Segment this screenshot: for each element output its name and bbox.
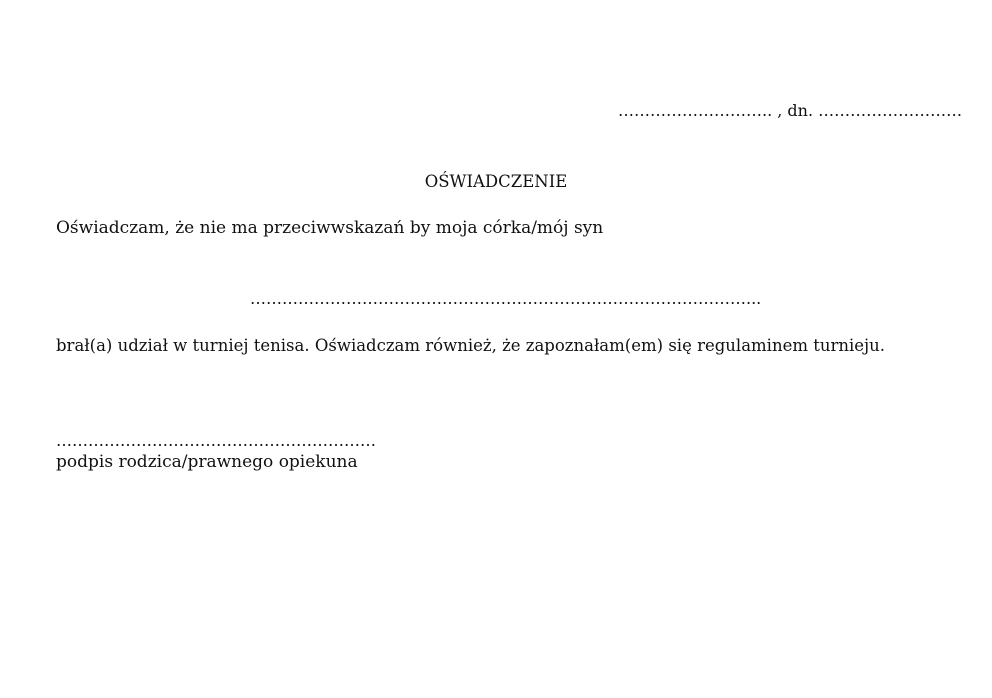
participation-text: brał(a) udział w turniej tenisa. Oświadczam również, że zapoznałam(em) się regulaminem turnieju. bbox=[56, 336, 886, 355]
signature-caption: podpis rodzica/prawnego opiekuna bbox=[56, 452, 358, 472]
child-name-placeholder: …………………………………………………………………………………... bbox=[250, 289, 762, 308]
place-date-line: ……………………….. , dn. ……………………… bbox=[618, 101, 963, 120]
statement-text: Oświadczam, że nie ma przeciwwskazań by moja córka/mój syn bbox=[56, 218, 604, 238]
document-title: OŚWIADCZENIE bbox=[424, 172, 568, 191]
signature-placeholder: …………………………………………………… bbox=[56, 431, 376, 450]
